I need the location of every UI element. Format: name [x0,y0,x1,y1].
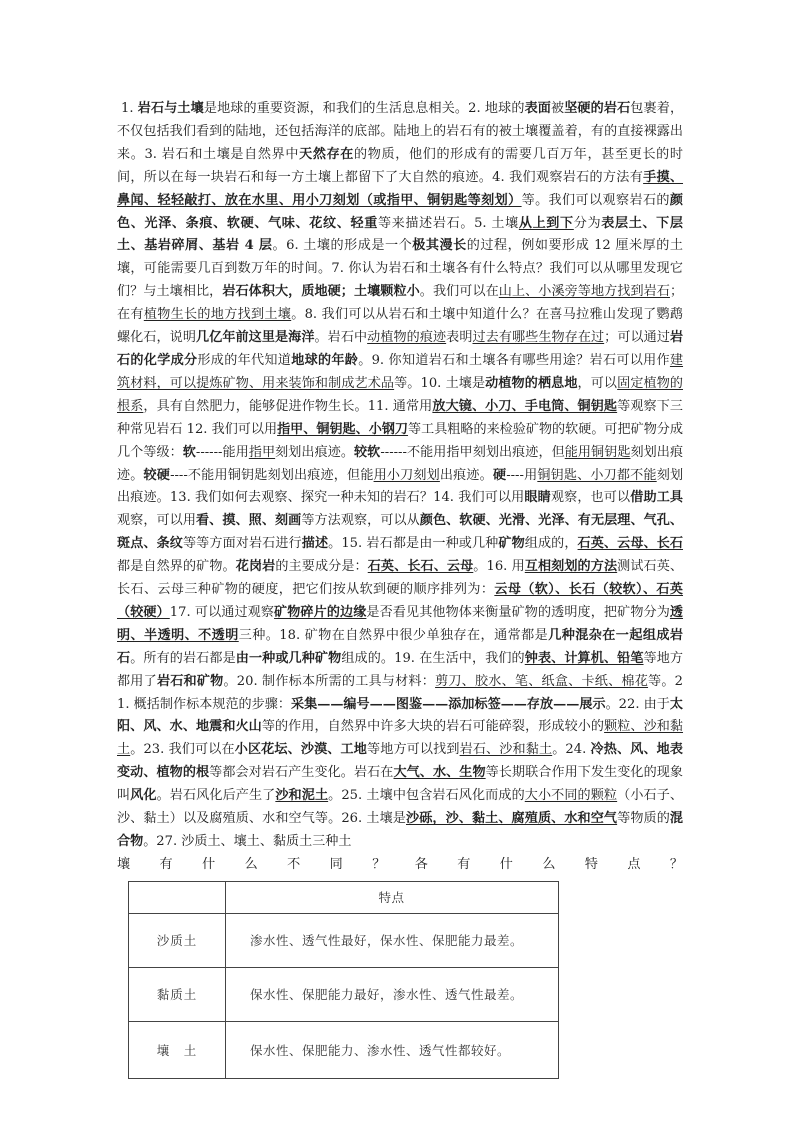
text-run: 。24. [552,742,591,758]
text-run: 的物质，他们的形成有的需要几百万年，甚至更长的时间，所以在每一块岩石和每一方土壤上都留下了大自然的痕迹。4. 我们观察岩石的方法有 [117,146,684,185]
key-term-text: 眼睛 [524,490,551,506]
underlined-text: 固定植物的根系 [117,375,684,414]
underlined-text: 颗粒、沙和黏土 [117,719,684,758]
key-term-text: 几种混杂在一起组成岩石 [117,627,684,666]
key-term-text: 透明、半透明、不透明 [117,604,684,643]
text-run: 。岩石风化后产生了 [156,788,276,804]
text-run: 的过程，例如要形成 12 厘米厚的土壤，可能需要几百到数万年的时间。7. 你认为岩石和土壤各有什么特点？我们可以从哪里发现它们？与土壤相比， [117,238,683,300]
text-run: 刻划出痕迹。 [275,444,355,460]
text-run: 等地方可以找到 [367,742,460,758]
key-term-text: 石英、长石、云母 [367,559,474,575]
table-row [129,1021,559,1078]
question-char: 点 [627,856,641,872]
key-term-text: 太阳、风、水、地震和火山 [117,696,683,735]
text-run: 1. [121,101,138,116]
text-run: 被 [551,101,565,116]
underlined-text: 岩石、沙和黏土 [459,742,553,758]
underlined-text: 建筑材料，可以提炼矿物、用来装饰和制成艺术品 [117,352,684,391]
key-term-text: 颜色、光泽、条痕、软硬、气味、花纹、轻重 [117,192,684,231]
key-term-text: 岩石和矿物 [156,673,224,689]
key-term-text: 花岗岩 [235,559,276,575]
text-run: 。20. 制作标本所需的工具与材料： [223,673,436,689]
text-run: 等都会对岩石产生变化。岩石在 [209,765,394,781]
text-run: 。15. 岩石都是由一种或几种 [328,536,499,552]
text-run: ，具有自然肥力，能够促进作物生长。11. 通常用 [143,398,433,414]
question-char: 同 [329,856,343,872]
text-run: 测试石英、长石、云母三种矿物的硬度，把它们按从软到硬的顺序排列为： [117,559,684,598]
text-run: 包裹着，不仅包括我们看到的陆地，还包括海洋的底部。陆地上的岩石有的被土壤覆盖着，有的直接裸露出来。3. 岩石和土壤是自然界中 [117,101,684,162]
text-run: 。所有的岩石都是 [130,650,236,666]
text-run: 都是自然界的矿物。 [117,559,236,575]
key-term-text: 由一种或几种矿物 [235,650,342,666]
text-run: 等地方都用了 [117,650,684,689]
text-run: 。25. 土壤中包含岩石风化而成的 [328,788,525,804]
key-term-text: 表层土、下层土、基岩碎屑、基岩 4 层 [117,215,684,254]
soil-type-cell: 沙质土 [129,913,226,967]
key-term-text: 石英、云母、长石 [577,536,684,552]
question-char: ？ [669,856,683,872]
text-run: 是否看见其他物体来衡量矿物的透明度，把矿物分为 [366,604,670,620]
key-term-text: 手摸、鼻闻、轻轻敲打、放在水里、用小刀刻划（或指甲、铜钥匙等刻划） [117,169,684,208]
key-term-text: 硬 [492,467,507,483]
text-run: 等物质的 [617,811,670,827]
question-char: 什 [202,856,216,872]
text-run: 等观察下三种常见岩石 12. 我们可以用 [117,398,683,437]
underlined-text: 铜钥匙、小刀都不能 [537,467,657,483]
key-term-text: 沙和泥土 [275,788,329,804]
text-run: 等等方面对岩石进行 [182,536,302,552]
text-run: 等长期联合作用下发生变化的现象叫 [117,765,684,804]
underlined-text: 剪刀、胶水、笔、纸盒、卡纸、棉花 [435,673,649,689]
soil-description-cell: 渗水性、透气性最好，保水性、保肥能力最差。 [226,913,559,967]
underlined-text: 过去有哪些生物存在过 [472,330,605,346]
question-char: 有 [159,856,173,872]
soil-type-cell: 黏质土 [129,967,226,1021]
key-term-text: 岩石与土壤 [137,101,204,116]
table-header-empty [129,881,226,913]
key-term-text: 天然存在 [299,146,355,162]
text-run: ------能用 [195,444,249,460]
key-term-text: 从上到下 [518,215,574,231]
text-run: 。22. 由于 [605,696,670,712]
underlined-text: 大小不同的颗粒 [524,788,618,804]
key-term-text: 钟表、计算机、铅笔 [524,650,644,666]
underlined-text: 山上、小溪旁等地方找到岩石 [498,284,670,300]
text-run: ----用 [506,467,538,483]
key-term-text: 看、摸、照、刻画 [196,513,302,529]
text-run: 形成的年代知道 [197,352,292,368]
table-header-row [129,881,559,913]
text-run: 是地球的重要资源，和我们的生活息息相关。2. 地球的 [203,101,525,116]
text-run: 表明 [446,330,473,346]
underlined-text: 用小刀刻划 [373,467,440,483]
body-paragraph [117,98,683,854]
text-run: 等的作用，自然界中许多大块的岩石可能碎裂，形成较小的 [261,719,605,735]
key-term-text: 软 [182,444,196,460]
question-char: 什 [499,856,513,872]
underlined-text: 能用铜钥匙 [564,444,631,460]
key-term-text: 冷热、风、地表变动、植物的根 [117,742,684,781]
key-term-text: 颜色、软硬、光滑、光泽、有无层理、气孔、斑点、条纹 [117,513,684,552]
key-term-text: 小区花坛、沙漠、工地 [234,742,367,758]
text-run: 等。10. 土壤是 [394,375,486,391]
text-run: 。16. 用 [473,559,525,575]
soil-description-cell: 保水性、保肥能力、渗水性、透气性都较好。 [226,1021,559,1078]
key-term-text: 描述 [301,536,329,552]
soil-description-cell: 保水性、保肥能力最好，渗水性、透气性最差。 [226,967,559,1021]
key-term-text: 云母（软）、长石（较软）、石英（较硬） [117,582,684,620]
key-term-text: 较硬 [143,467,171,483]
key-term-text: 较软 [354,444,381,460]
key-term-text: 互相刻划的方法 [524,559,618,575]
text-run: 。我们可以在 [419,284,499,300]
text-run: 。27. 沙质土、壤土、黏质土三种土 [143,834,352,849]
key-term-text: 指甲、铜钥匙、小钢刀 [277,421,409,437]
text-run: 观察，也可以 [550,490,631,506]
question-char: 特 [584,856,598,872]
text-run: 分为 [573,215,602,231]
underlined-text: 指甲 [248,444,276,460]
soil-characteristics-table [128,881,559,1079]
text-run: 等来描述岩石。5. 土壤 [377,215,519,231]
key-term-text: 矿物碎片的边缘 [274,604,367,620]
key-term-text: 几亿年前这里是海洋 [196,330,315,346]
question-27-line [117,854,683,877]
question-char: 不 [287,856,301,872]
key-term-text: 大气、水、生物 [393,765,486,781]
question-char: 壤 [117,856,131,872]
text-run: 出痕迹。 [439,467,493,483]
text-run: 等工具粗略的来检验矿物的软硬。可把矿物分成几个等级： [117,421,683,460]
key-term-text: 极其漫长 [412,238,467,254]
text-run: 等。我们可以观察岩石的 [521,192,670,208]
document-page [117,98,683,1079]
key-term-text: 岩石体积大，质地硬；土壤颗粒小 [222,284,420,300]
text-run: ；可以通过 [604,330,670,346]
question-char: 有 [457,856,471,872]
key-term-text: 混合物 [117,811,683,849]
text-run: ------不能用指甲刻划出痕迹，但 [380,444,565,460]
text-run: 刻划出痕迹。13. 我们如何去观察、探究一种未知的岩石？14. 我们可以用 [117,467,684,506]
question-char: 么 [542,856,556,872]
key-term-text: 放大镜、小刀、手电筒、铜钥匙 [432,398,618,414]
text-run: （小石子、沙、黏土）以及腐殖质、水和空气等。26. 土壤是 [117,788,684,827]
text-run: 。8. 我们可以从岩石和土壤中知道什么？在喜马拉雅山发现了鹦鹉螺化石，说明 [117,307,684,346]
text-run: ----不能用铜钥匙刻划出痕迹，但能 [170,467,374,483]
key-term-text: 表面 [524,101,551,116]
underlined-text: 动植物的痕迹 [367,330,447,346]
text-run: 等。21. 概括制作标本规范的步骤： [117,673,683,712]
text-run: 刻划出痕迹。 [117,444,684,483]
text-run: ；在有 [117,284,684,323]
key-term-text: 坚硬的岩石 [564,101,631,116]
table-header-characteristics: 特点 [226,881,559,913]
table-row [129,967,559,1021]
text-run: 17. 可以通过观察 [169,604,275,620]
key-term-text: 采集——编号——图鉴——添加标签——存放——展示 [291,696,606,712]
text-run: 三种。18. 矿物在自然界中很少单独存在，通常都是 [238,627,549,643]
key-term-text: 岩石的化学成分 [117,330,684,368]
text-run: 观察，可以用 [117,513,196,529]
text-run: 。23. 我们可以在 [130,742,235,758]
table-row [129,913,559,967]
question-char: 么 [244,856,258,872]
underlined-text: 植物生长的地方找到土壤 [143,307,292,323]
key-term-text: 风化 [130,788,157,804]
text-run: 。岩石中 [314,330,368,346]
question-char: ？ [372,856,386,872]
key-term-text: 沙砾，沙、黏土、腐殖质、水和空气 [406,811,618,827]
question-char: 各 [414,856,428,872]
key-term-text: 矿物 [498,536,525,552]
key-term-text: 地球的年龄 [291,352,359,368]
text-run: 。6. 土壤的形成是一个 [272,238,413,254]
text-run: 等方法观察，可以从 [301,513,420,529]
text-run: 组成的， [524,536,578,552]
soil-type-cell: 壤 土 [129,1021,226,1078]
text-run: ，可以 [577,375,618,391]
text-run: 组成的。19. 在生活中，我们的 [341,650,525,666]
text-run: 的主要成分是： [275,559,368,575]
text-run: 。9. 你知道岩石和土壤各有哪些用途？岩石可以用作 [358,352,670,368]
key-term-text: 借助工具 [630,490,684,506]
key-term-text: 动植物的栖息地 [485,375,578,391]
